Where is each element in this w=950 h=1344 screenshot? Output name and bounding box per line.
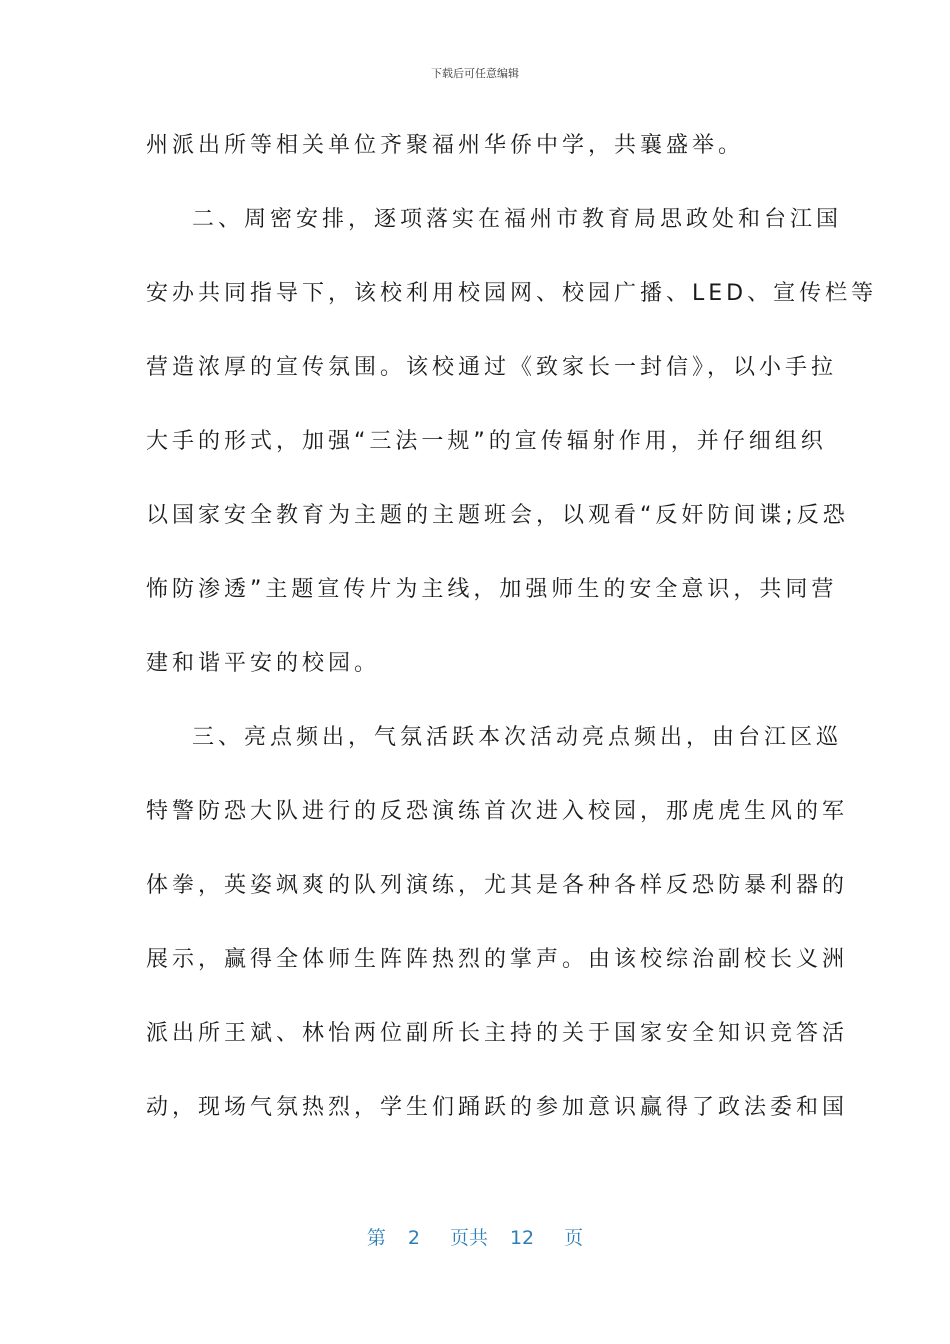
footer-prefix: 第 <box>366 1227 386 1249</box>
text-line: 建和谐平安的校园。 <box>146 651 381 676</box>
footer-middle: 页共 <box>449 1227 488 1249</box>
footer-page-number: 2 <box>407 1227 420 1249</box>
text-line: 体拳，英姿飒爽的队列演练，尤其是各种各样反恐防暴利器的 <box>146 873 849 898</box>
footer-total-pages: 12 <box>509 1227 535 1249</box>
text-line: 大手的形式，加强“三法一规”的宣传辐射作用，并仔细组织 <box>146 429 827 454</box>
text-line: 以国家安全教育为主题的主题班会，以观看“反奸防间谍;反恐 <box>146 503 849 528</box>
text-line: 特警防恐大队进行的反恐演练首次进入校园，那虎虎生风的军 <box>146 799 849 824</box>
page-header-note: 下载后可任意编辑 <box>431 67 519 80</box>
document-body <box>146 124 878 1160</box>
paragraph-heading-line: 三、亮点频出，气氛活跃本次活动亮点频出，由台江区巡 <box>192 725 843 750</box>
footer-suffix: 页 <box>564 1227 584 1249</box>
paragraph-heading-line: 二、周密安排，逐项落实在福州市教育局思政处和台江国 <box>192 207 843 232</box>
page-footer <box>0 1226 950 1250</box>
text-line: 安办共同指导下，该校利用校园网、校园广播、LED、宣传栏等 <box>146 281 878 306</box>
text-line: 动，现场气氛热烈，学生们踊跃的参加意识赢得了政法委和国 <box>146 1095 849 1120</box>
text-line: 怖防渗透”主题宣传片为主线，加强师生的安全意识，共同营 <box>146 577 838 602</box>
text-line: 派出所王斌、林怡两位副所长主持的关于国家安全知识竞答活 <box>146 1021 849 1046</box>
text-line: 营造浓厚的宣传氛围。该校通过《致家长一封信》，以小手拉 <box>146 355 838 380</box>
text-line: 州派出所等相关单位齐聚福州华侨中学，共襄盛举。 <box>146 133 745 158</box>
text-line: 展示，赢得全体师生阵阵热烈的掌声。由该校综治副校长义洲 <box>146 947 849 972</box>
